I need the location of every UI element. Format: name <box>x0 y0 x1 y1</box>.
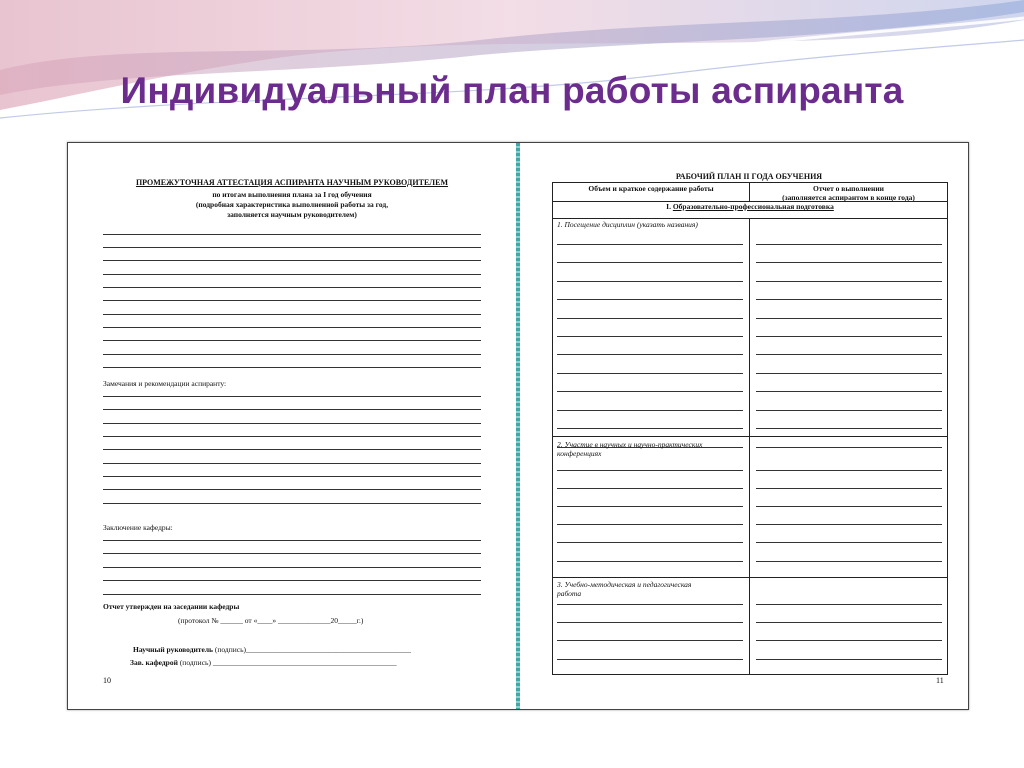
table-rule <box>553 577 947 578</box>
table-rule <box>553 218 947 219</box>
fill-line <box>103 327 481 328</box>
col-header-report-2: (заполняется аспирантом в конце года) <box>782 193 915 202</box>
fill-line <box>756 410 942 411</box>
fill-line <box>557 428 743 429</box>
fill-line <box>756 244 942 245</box>
fill-line <box>756 373 942 374</box>
item-attend-disciplines: 1. Посещение дисциплин (указать названия) <box>557 220 698 229</box>
fill-line <box>557 410 743 411</box>
fill-line <box>103 423 481 424</box>
fill-line <box>557 561 743 562</box>
fill-line <box>103 476 481 477</box>
supervisor-label: Научный руководитель <box>133 645 213 654</box>
fill-line <box>756 281 942 282</box>
fill-line <box>756 336 942 337</box>
remarks-label: Замечания и рекомендации аспиранту: <box>103 379 227 388</box>
section-title: Образовательно-профессиональная подготовка <box>672 202 834 211</box>
fill-line <box>756 299 942 300</box>
page-number-right: 11 <box>936 676 944 685</box>
head-row <box>130 658 397 667</box>
fill-line <box>756 506 942 507</box>
fill-line <box>557 281 743 282</box>
fill-line <box>756 391 942 392</box>
fill-line <box>756 640 942 641</box>
fill-line <box>756 488 942 489</box>
fill-line <box>557 488 743 489</box>
fill-line <box>756 604 942 605</box>
right-page-heading: РАБОЧИЙ ПЛАН II ГОДА ОБУЧЕНИЯ <box>675 172 823 181</box>
fill-line <box>557 299 743 300</box>
item-teaching-line1: 3. Учебно-методическая и педагогическая <box>557 580 692 589</box>
fill-line <box>103 234 481 235</box>
fill-line <box>103 354 481 355</box>
fill-line <box>756 447 942 448</box>
left-page-subheading-2: (подробная характеристика выполненной работы за год, <box>195 200 389 209</box>
fill-line <box>103 436 481 437</box>
fill-line <box>103 274 481 275</box>
conclusion-label: Заключение кафедры: <box>103 523 173 532</box>
protocol-line: (протокол № ______ от «____» ______________20_____г.) <box>178 616 364 625</box>
page-number-left: 10 <box>103 676 111 685</box>
fill-line <box>557 506 743 507</box>
left-page <box>68 143 516 709</box>
fill-line <box>103 489 481 490</box>
head-signature: (подпись) _________________________________________________ <box>179 658 397 667</box>
fill-line <box>756 659 942 660</box>
item-teaching-line2: работа <box>557 589 582 598</box>
fill-line <box>756 524 942 525</box>
section-row <box>553 202 947 211</box>
fill-line <box>557 373 743 374</box>
fill-line <box>557 318 743 319</box>
fill-line <box>557 336 743 337</box>
fill-line <box>103 260 481 261</box>
work-plan-table <box>552 182 948 675</box>
col-header-report-1: Отчет о выполнении <box>813 184 884 193</box>
fill-line <box>557 354 743 355</box>
fill-line <box>557 391 743 392</box>
fill-line <box>103 540 481 541</box>
fill-line <box>557 524 743 525</box>
table-rule <box>553 436 947 437</box>
fill-line <box>103 580 481 581</box>
fill-line <box>756 318 942 319</box>
fill-line <box>756 622 942 623</box>
fill-line <box>103 503 481 504</box>
item-conferences-line2: конференциях <box>557 449 602 458</box>
fill-line <box>103 463 481 464</box>
fill-line <box>103 340 481 341</box>
fill-line <box>756 262 942 263</box>
fill-line <box>557 244 743 245</box>
table-divider <box>749 218 750 674</box>
fill-line <box>103 567 481 568</box>
fill-line <box>103 300 481 301</box>
head-label: Зав. кафедрой <box>130 658 178 667</box>
fill-line <box>557 262 743 263</box>
fill-line <box>756 561 942 562</box>
right-page <box>520 143 968 709</box>
fill-line <box>103 367 481 368</box>
fill-line <box>103 396 481 397</box>
item-conferences-line1: 2. Участие в научных и научно-практических <box>557 440 703 449</box>
fill-line <box>557 470 743 471</box>
section-prefix: I. <box>666 202 671 211</box>
approved-label: Отчет утвержден на заседании кафедры <box>103 602 240 611</box>
fill-line <box>756 470 942 471</box>
fill-line <box>103 247 481 248</box>
fill-line <box>103 553 481 554</box>
fill-line <box>756 428 942 429</box>
fill-line <box>103 594 481 595</box>
fill-line <box>756 542 942 543</box>
fill-line <box>557 622 743 623</box>
fill-line <box>557 659 743 660</box>
left-page-subheading-1: по итогам выполнения плана за I год обучения <box>212 190 372 199</box>
fill-line <box>103 314 481 315</box>
fill-line <box>557 604 743 605</box>
table-divider <box>749 183 750 201</box>
left-page-heading: ПРОМЕЖУТОЧНАЯ АТТЕСТАЦИЯ АСПИРАНТА НАУЧНЫМ РУКОВОДИТЕЛЕМ <box>135 178 449 187</box>
supervisor-row <box>133 645 411 654</box>
fill-line <box>103 409 481 410</box>
slide-title: Индивидуальный план работы аспиранта <box>120 70 904 111</box>
document-spread <box>67 142 969 710</box>
fill-line <box>103 287 481 288</box>
fill-line <box>103 449 481 450</box>
col-header-content: Объем и краткое содержание работы <box>588 184 714 193</box>
fill-line <box>557 542 743 543</box>
left-page-subheading-3: заполняется научным руководителем) <box>227 210 357 219</box>
supervisor-signature: (подпись)____________________________________________ <box>214 645 412 654</box>
fill-line <box>756 354 942 355</box>
fill-line <box>557 640 743 641</box>
